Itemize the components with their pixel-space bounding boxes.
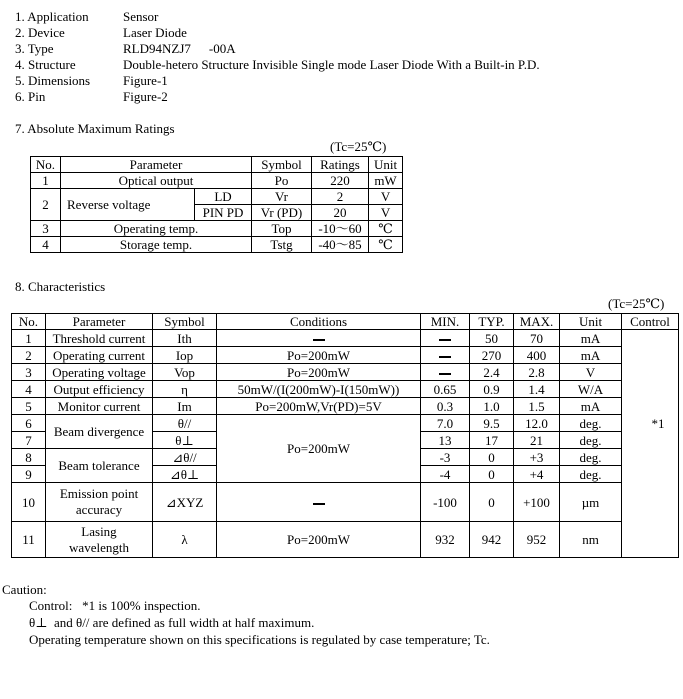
caution-title: Caution: [2,582,47,597]
cell-typ: 50 [470,330,514,347]
header-typ: TYP. [470,314,514,330]
cell-symbol: Ith [153,330,217,347]
cell-conditions: Po=200mW [217,522,421,558]
cell-unit: ℃ [369,237,403,253]
header-parameter: Parameter [61,157,252,173]
table-row [31,173,403,189]
cell-typ: 0 [470,483,514,522]
cell-symbol: Vr (PD) [252,205,312,221]
cell-symbol: ⊿θ⊥ [153,466,217,483]
cell-unit: deg. [560,466,622,483]
cell-unit: mW [369,173,403,189]
cell-no: 2 [31,189,61,221]
cell-symbol: θ⊥ [153,432,217,449]
cell-parameter: Emission point accuracy [46,483,153,522]
table-row [31,189,403,205]
table-row [12,415,679,432]
cell-typ: 0 [470,466,514,483]
type-suffix: -00A [208,41,236,56]
dash-icon [439,339,451,341]
cell-symbol: η [153,381,217,398]
characteristics-table [11,313,679,558]
abs-max-condition: (Tc=25℃) [330,139,387,154]
cell-conditions [217,483,421,522]
cell-symbol: θ// [153,415,217,432]
cell-parameter: Beam divergence [46,415,153,449]
cell-min [421,364,470,381]
cell-rating: 220 [312,173,369,189]
cell-max: 952 [514,522,560,558]
cell-control [622,330,679,558]
cell-min: 0.65 [421,381,470,398]
cell-conditions [217,330,421,347]
cell-parameter: Threshold current [46,330,153,347]
cell-unit: V [369,189,403,205]
cell-max: 70 [514,330,560,347]
table-row [12,347,679,364]
cell-conditions: Po=200mW [217,415,421,483]
cell-rating: 2 [312,189,369,205]
cell-no: 11 [12,522,46,558]
cell-parameter: Operating voltage [46,364,153,381]
cell-min: 13 [421,432,470,449]
cell-parameter: Optical output [61,173,252,189]
header-no: No. [31,157,61,173]
cell-no: 4 [31,237,61,253]
cell-min [421,330,470,347]
cell-max: +4 [514,466,560,483]
cell-parameter: Output efficiency [46,381,153,398]
cell-parameter: Operating current [46,347,153,364]
cell-rating: -40～85 [312,237,369,253]
table-row [12,381,679,398]
cell-no: 7 [12,432,46,449]
cell-no: 8 [12,449,46,466]
cell-min: 7.0 [421,415,470,432]
cell-parameter: Monitor current [46,398,153,415]
cell-typ: 17 [470,432,514,449]
cell-max: 21 [514,432,560,449]
cell-no: 1 [31,173,61,189]
cell-no: 3 [12,364,46,381]
header-conditions: Conditions [217,314,421,330]
section-title-abs-max: 7. Absolute Maximum Ratings [15,121,175,136]
dash-icon [313,339,325,341]
cell-unit: mA [560,347,622,364]
cell-unit: mA [560,330,622,347]
section-title-characteristics: 8. Characteristics [15,279,106,294]
cell-symbol: Po [252,173,312,189]
cell-max: 2.8 [514,364,560,381]
cell-no: 3 [31,221,61,237]
header-max: MAX. [514,314,560,330]
cell-symbol: Im [153,398,217,415]
cell-max: 400 [514,347,560,364]
spec-label: 4. Structure [15,57,76,72]
cell-min: -3 [421,449,470,466]
cell-rating: 20 [312,205,369,221]
header-symbol: Symbol [153,314,217,330]
cell-unit: W/A [560,381,622,398]
header-no: No. [12,314,46,330]
cell-unit: µm [560,483,622,522]
cell-parameter: Lasing wavelength [46,522,153,558]
table-header-row [12,314,679,330]
cell-conditions: 50mW/(I(200mW)-I(150mW)) [217,381,421,398]
cell-symbol: ⊿XYZ [153,483,217,522]
header-control: Control [622,314,679,330]
header-parameter: Parameter [46,314,153,330]
cell-parameter: Reverse voltage [61,189,195,221]
cell-min: -4 [421,466,470,483]
cell-min: 932 [421,522,470,558]
cell-parameter: Storage temp. [61,237,252,253]
cell-conditions: Po=200mW,Vr(PD)=5V [217,398,421,415]
spec-value: Laser Diode [123,25,187,40]
characteristics-condition: (Tc=25℃) [608,296,665,311]
cell-subparameter: LD [195,189,252,205]
cell-symbol: Vop [153,364,217,381]
header-unit: Unit [560,314,622,330]
table-row [12,330,679,347]
header-symbol: Symbol [252,157,312,173]
cell-max: +100 [514,483,560,522]
cell-unit: mA [560,398,622,415]
cell-no: 5 [12,398,46,415]
spec-value: Figure-2 [123,89,168,104]
cell-unit: ℃ [369,221,403,237]
cell-typ: 9.5 [470,415,514,432]
table-header-row [31,157,403,173]
header-min: MIN. [421,314,470,330]
dash-icon [439,373,451,375]
caution-line: θ⊥ and θ// are defined as full width at half maximum. [29,615,315,630]
cell-typ: 0 [470,449,514,466]
spec-label: 3. Type [15,41,54,56]
cell-symbol: Top [252,221,312,237]
header-unit: Unit [369,157,403,173]
cell-symbol: Tstg [252,237,312,253]
cell-max: 1.4 [514,381,560,398]
cell-typ: 0.9 [470,381,514,398]
spec-value: Sensor [123,9,159,24]
spec-label: 1. Application [15,9,89,24]
cell-unit: deg. [560,432,622,449]
cell-rating: -10～60 [312,221,369,237]
abs-max-table [30,156,403,253]
cell-unit: V [369,205,403,221]
spec-value: Double-hetero Structure Invisible Single mode Laser Diode With a Built-in P.D. [123,57,540,72]
table-row [12,398,679,415]
cell-conditions: Po=200mW [217,364,421,381]
cell-min: 0.3 [421,398,470,415]
spec-label: 6. Pin [15,89,46,104]
table-row [12,522,679,558]
table-row [31,221,403,237]
cell-min [421,347,470,364]
cell-no: 2 [12,347,46,364]
cell-max: 1.5 [514,398,560,415]
caution-line: Control: *1 is 100% inspection. [29,598,201,613]
cell-parameter: Operating temp. [61,221,252,237]
header-ratings: Ratings [312,157,369,173]
cell-typ: 270 [470,347,514,364]
cell-no: 10 [12,483,46,522]
cell-symbol: Iop [153,347,217,364]
cell-symbol: Vr [252,189,312,205]
spec-label: 5. Dimensions [15,73,91,88]
table-row [31,237,403,253]
cell-min: -100 [421,483,470,522]
cell-unit: deg. [560,449,622,466]
dash-icon [313,503,325,505]
cell-unit: nm [560,522,622,558]
cell-symbol: ⊿θ// [153,449,217,466]
cell-symbol: λ [153,522,217,558]
cell-no: 1 [12,330,46,347]
cell-conditions: Po=200mW [217,347,421,364]
cell-unit: deg. [560,415,622,432]
cell-no: 9 [12,466,46,483]
dash-icon [439,356,451,358]
spec-value: Figure-1 [123,73,168,88]
cell-typ: 942 [470,522,514,558]
cell-subparameter: PIN PD [195,205,252,221]
table-row [12,364,679,381]
type-code: RLD94NZJ7 [123,41,191,56]
cell-parameter: Beam tolerance [46,449,153,483]
cell-no: 6 [12,415,46,432]
cell-typ: 2.4 [470,364,514,381]
cell-typ: 1.0 [470,398,514,415]
cell-no: 4 [12,381,46,398]
table-row [12,483,679,522]
cell-max: 12.0 [514,415,560,432]
caution-line: Operating temperature shown on this specifications is regulated by case temperature; Tc. [29,632,490,647]
spec-label: 2. Device [15,25,65,40]
control-note: *1 [651,416,665,431]
cell-unit: V [560,364,622,381]
cell-max: +3 [514,449,560,466]
